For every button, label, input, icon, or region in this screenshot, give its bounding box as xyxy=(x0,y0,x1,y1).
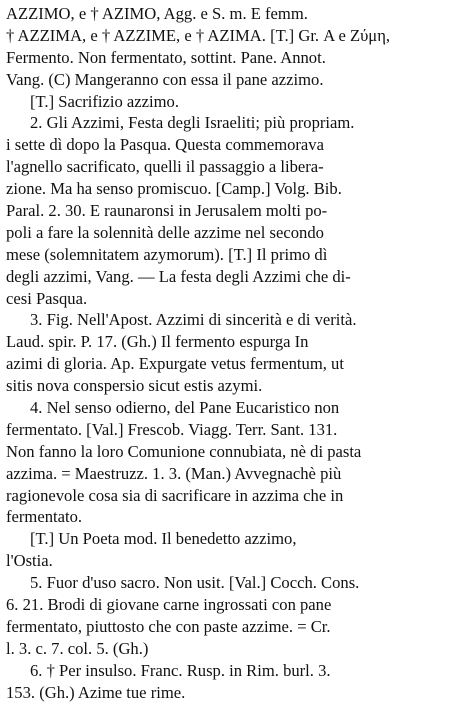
text-line: fermentato. xyxy=(6,507,83,527)
text-line: azzima. = Maestruzz. 1. 3. (Man.) Avvegnachè più xyxy=(6,463,342,483)
text-line: 4. Nel senso odierno, del Pane Eucaristico non xyxy=(30,398,340,418)
text-line: 153. (Gh.) Azime tue rime. xyxy=(6,682,186,702)
text-line: Vang. (C) Mangeranno con essa il pane azzimo. xyxy=(6,69,324,89)
text-line: Paral. 2. 30. E raunaronsi in Jerusalem molti po- xyxy=(6,201,328,221)
text-line: Fermento. Non fermentato, sottint. Pane. Annot. xyxy=(6,47,326,67)
text-line: [T.] Sacrifizio azzimo. xyxy=(30,91,179,111)
text-line: 6. 21. Brodi di giovane carne ingrossati con pane xyxy=(6,595,332,615)
text-line: † AZZIMA, e † AZZIME, e † AZIMA. [T.] Gr. Α e Ζύμη, xyxy=(6,25,391,45)
text-line: poli a fare la solennità delle azzime nel secondo xyxy=(6,222,324,242)
text-line: Laud. spir. P. 17. (Gh.) Il fermento espurga In xyxy=(6,332,309,352)
text-line: l'Ostia. xyxy=(6,551,53,571)
text-line: degli azzimi, Vang. — La festa degli Azzimi che di- xyxy=(6,266,351,286)
text-line: fermentato, piuttosto che con paste azzime. = Cr. xyxy=(6,616,331,636)
text-line: sitis nova conspersio sicut estis azymi. xyxy=(6,376,263,396)
text-line: 3. Fig. Nell'Apost. Azzimi di sincerità e di verità. xyxy=(30,310,357,330)
text-line: zione. Ma ha senso promiscuo. [Camp.] Volg. Bib. xyxy=(6,179,342,199)
text-line: l. 3. c. 7. col. 5. (Gh.) xyxy=(6,638,149,658)
text-line: AZZIMO, e † AZIMO, Agg. e S. m. E femm. xyxy=(6,4,308,23)
text-line: 2. Gli Azzimi, Festa degli Israeliti; più propriam. xyxy=(30,113,355,133)
text-line: [T.] Un Poeta mod. Il benedetto azzimo, xyxy=(30,529,297,549)
text-line: ragionevole cosa sia di sacrificare in azzima che in xyxy=(6,485,344,505)
text-line: mese (solemnitatem azymorum). [T.] Il primo dì xyxy=(6,244,328,264)
text-line: 6. † Per insulso. Franc. Rusp. in Rim. burl. 3. xyxy=(30,660,331,680)
text-line: i sette dì dopo la Pasqua. Questa commemorava xyxy=(6,135,324,155)
text-line: Non fanno la loro Comunione connubiata, nè di pasta xyxy=(6,441,362,461)
text-line: cesi Pasqua. xyxy=(6,288,88,308)
text-line: l'agnello sacrificato, quelli il passaggio a libera- xyxy=(6,157,324,177)
text-line: fermentato. [Val.] Frescob. Viagg. Terr. Sant. 131. xyxy=(6,419,338,439)
text-line: azimi di gloria. Ap. Expurgate vetus fermentum, ut xyxy=(6,354,344,374)
text-line: 5. Fuor d'uso sacro. Non usit. [Val.] Cocch. Cons. xyxy=(30,573,360,593)
